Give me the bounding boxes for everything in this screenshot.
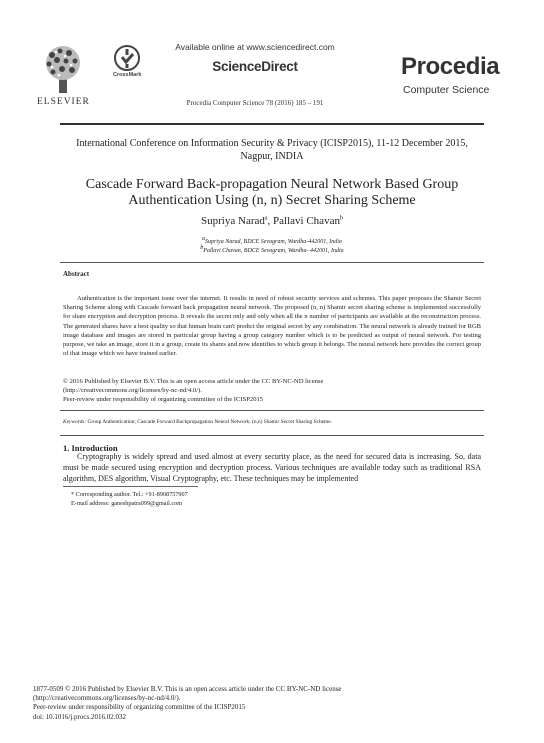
crossmark-logo[interactable]	[114, 45, 140, 71]
footer-line-1: 1877-0509 © 2016 Published by Elsevier B.V. This is an open access article under the CC BY-NC-ND license	[33, 685, 342, 693]
paper-title-line-1: Cascade Forward Back-propagation Neural Network Based Group	[85, 177, 459, 192]
affiliation-1-text: Supriya Narad, BDCE Sevagram, Wardha-442001, India	[205, 239, 342, 245]
conference-line-1: International Conference on Information Security & Privacy (ICISP2015), 11-12 December 2015,	[76, 138, 468, 149]
author-1-sup: a	[264, 215, 268, 222]
corresponding-email: E-mail address: ganeshpatra099@gmail.com	[71, 500, 183, 507]
author-1: Supriya Narad	[201, 215, 265, 227]
keywords-label: Keywords:	[63, 419, 87, 425]
affiliation-2-text: Pallavi Chavan, BDCE Sevagram, Wardha- 442001, India	[203, 248, 344, 254]
author-separator: ,	[267, 215, 274, 227]
footnote-rule	[63, 486, 198, 487]
crossmark-label: CrossMark	[113, 72, 142, 78]
elsevier-wordmark: ELSEVIER	[37, 97, 90, 107]
introduction-heading: 1. Introduction	[63, 443, 118, 453]
procedia-title: Procedia	[401, 53, 500, 80]
conference-line-2: Nagpur, INDIA	[240, 151, 304, 162]
paper-title-line-2: Authentication Using (n, n) Secret Sharing Scheme	[128, 193, 416, 208]
keywords-top-rule	[60, 410, 484, 411]
license-link[interactable]: (http://creativecommons.org/licenses/by-nc-nd/4.0/).	[63, 387, 202, 394]
sciencedirect-logo[interactable]: ScienceDirect	[212, 59, 298, 74]
keywords-text: Group Authentication; Cascade Forward Backpropagation Neural Network; (n,n) Shamir Secret Sharing Scheme.	[86, 419, 332, 425]
abstract-top-rule	[60, 262, 484, 263]
author-2-sup: b	[339, 215, 343, 222]
doi-link[interactable]: doi: 10.1016/j.procs.2016.02.032	[33, 712, 126, 721]
footer-line-3: Peer-review under responsibility of organizing committee of the ICISP2015	[33, 703, 246, 712]
peer-review-note: Peer-review under responsibility of organizing committee of the ICISP2015	[63, 396, 264, 403]
journal-reference: Procedia Computer Science 78 (2016) 185 – 191	[186, 99, 324, 107]
available-online: Available online at www.sciencedirect.com	[175, 42, 335, 52]
author-2: Pallavi Chavan	[273, 215, 340, 227]
affiliation-2	[40, 245, 504, 254]
copyright-notice	[63, 377, 481, 404]
affiliation-2-sup: b	[200, 245, 204, 251]
footer-license-link[interactable]: (http://creativecommons.org/licenses/by-nc-nd/4.0/).	[33, 694, 181, 703]
abstract-body: Authentication is the important issue over the internet. It results in need of robust security services and schemes. This paper proposes the Shamir Secret Sharing Scheme along with Cascade forward back propagation neural network. The proposed (n, n) Shamir secret sharing scheme is implemented successfully for share encryption and decryption process. It reveals the secret only and only when all the n number of participants are available at the reconstruction process. The generated shares have a best quality so that human brain can't predict the original secret by any combination. The neural network is already trained for RGB image database and images are stored in particular group having a group category number which is to be predicted as output of neural network. For testing purpose, we take an image, store it in a group, create its shares and now identifies to which group it belongs. The neural network here provides the correct group of that image which we have trained earlier.	[63, 295, 481, 358]
affiliation-1	[40, 236, 504, 245]
elsevier-logo	[38, 43, 88, 103]
crossmark-icon	[114, 45, 140, 71]
keywords	[63, 419, 481, 425]
footer-block	[33, 685, 513, 722]
author-line	[40, 215, 504, 227]
introduction-body: Cryptography is widely spread and used almost at every security place, as the need for secured data is increasing. So, data must be made secured using encryption and decryption process. Various techniques are available today such as traditional RSA algorithm, DES algorithm, Visual Cryptography, etc. These techniques may be implemented	[63, 452, 481, 483]
affiliation-1-sup: a	[202, 236, 206, 242]
copyright-line-1: © 2016 Published by Elsevier B.V. This is an open access article under the CC BY-NC-ND license	[63, 378, 324, 385]
corresponding-author: * Corresponding author. Tel.: +91-8908757907	[71, 491, 188, 498]
keywords-bottom-rule	[60, 435, 484, 436]
procedia-subtitle: Computer Science	[403, 84, 490, 96]
header-rule	[60, 123, 484, 125]
elsevier-tree-icon	[38, 43, 88, 95]
abstract-heading: Abstract	[63, 270, 90, 278]
